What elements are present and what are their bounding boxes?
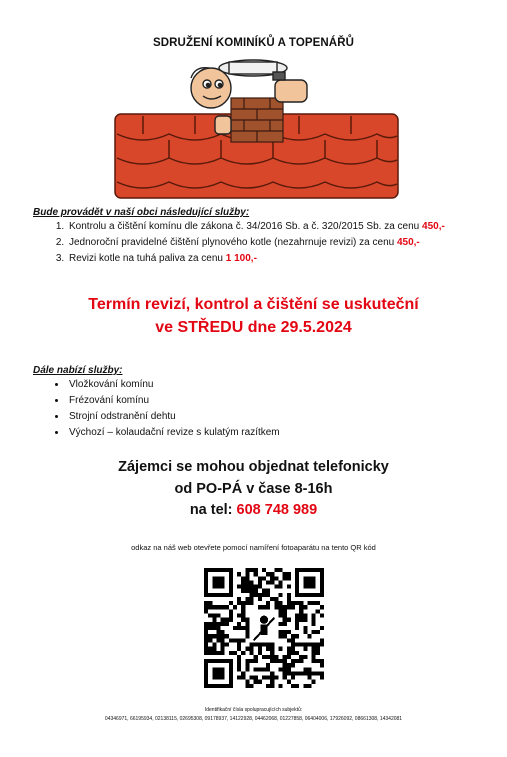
qr-instruction: odkaz na náš web otevřete pomocí namíření fotoaparátu na tento QR kód xyxy=(131,543,376,552)
order-line-1: Zájemci se mohou objednat telefonicky xyxy=(118,459,389,475)
chimney-sweep-illustration xyxy=(103,58,408,200)
services-heading: Bude provádět v naší obci následující služby: xyxy=(33,207,250,218)
list-item: • Vložkování komínu xyxy=(67,377,280,393)
list-item: • Strojní odstranění dehtu xyxy=(67,409,280,425)
list-item: • Výchozí – kolaudační revize s kulatým razítkem xyxy=(67,425,280,441)
list-item: 1. Kontrolu a čištění komínu dle zákona č. 34/2016 Sb. a č. 320/2015 Sb. za cenu 450,- xyxy=(67,219,507,235)
identification-title: Identifikační čísla spolupracujících subjektů: xyxy=(204,707,303,713)
extra-services-list xyxy=(30,377,280,441)
identification-numbers: 04346971, 66195934, 02138115, 02695308, 09178937, 14122928, 04462068, 01227858, 06404006, 17926092, 08661308, 14342081 xyxy=(104,716,403,722)
phone-number[interactable]: 608 748 989 xyxy=(236,502,318,518)
announcement-line-1: Termín revizí, kontrol a čištění se uskuteční xyxy=(88,296,419,313)
price: 1 100,- xyxy=(225,253,257,264)
announcement-line-2: ve STŘEDU dne 29.5.2024 xyxy=(155,319,352,336)
page-title: SDRUŽENÍ KOMINÍKŮ A TOPENÁŘŮ xyxy=(152,37,355,49)
qr-code-icon[interactable] xyxy=(204,568,324,688)
list-item: 3. Revizi kotle na tuhá paliva za cenu 1 100,- xyxy=(67,251,507,267)
order-line-2: od PO-PÁ v čase 8-16h xyxy=(174,480,333,497)
order-info xyxy=(0,457,507,522)
order-phone-line: na tel: 608 748 989 xyxy=(189,502,318,518)
list-item: 2. Jednoroční pravidelné čištění plynového kotle (nezahrnuje revizi) za cenu 450,- xyxy=(67,235,507,251)
chimney xyxy=(231,98,283,142)
announcement xyxy=(0,293,507,339)
price: 450,- xyxy=(422,221,445,232)
list-item: • Frézování komínu xyxy=(67,393,280,409)
price: 450,- xyxy=(396,237,420,248)
extra-services-heading: Dále nabízí služby: xyxy=(33,365,123,376)
services-list xyxy=(30,219,507,267)
chimney-sweep-logo-icon xyxy=(250,614,279,643)
